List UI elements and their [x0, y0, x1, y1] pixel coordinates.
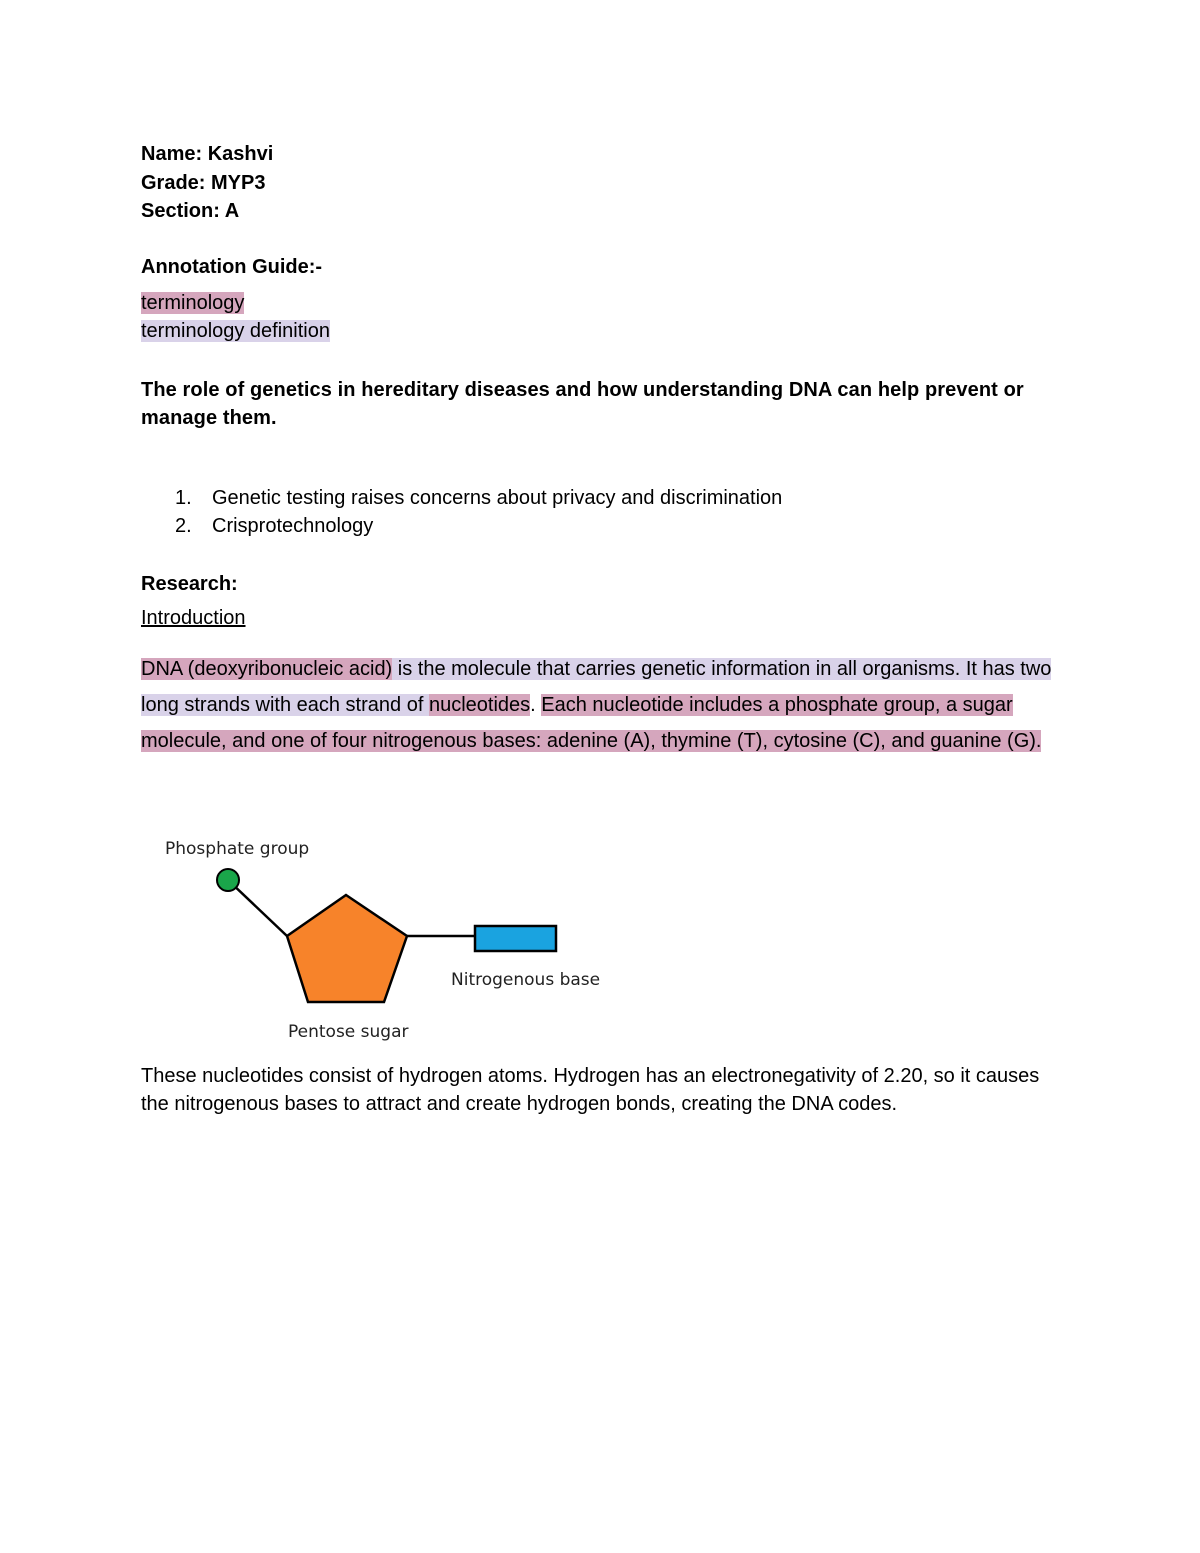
- phosphate-bond: [228, 880, 287, 936]
- legend-terminology-row: [141, 289, 244, 317]
- list-item-text: Crisprotechnology: [212, 515, 374, 537]
- nucleotide-components: Each nucleotide includes a phosphate group, a sugar molecule, and one of four nitrogenous bases: adenine (A), thymine (T), cytosine (C), and guanine (G).: [141, 694, 1042, 752]
- list-number: 2.: [175, 515, 192, 537]
- phosphate-group-label: Phosphate group: [165, 839, 310, 859]
- nucleotide-diagram: [150, 828, 610, 1048]
- closing-paragraph: These nucleotides consist of hydrogen atoms. Hydrogen has an electronegativity of 2.20, so it causes the nitrogenous bases to attract and create hydrogen bonds, creating the DNA codes.: [141, 1065, 1040, 1115]
- annotation-guide-heading: Annotation Guide:-: [141, 256, 323, 278]
- pentose-sugar-label: Pentose sugar: [288, 1022, 409, 1042]
- numbered-list: [175, 484, 782, 540]
- list-item: [175, 512, 782, 540]
- document-title: The role of genetics in hereditary diseases and how understanding DNA can help prevent or manage them.: [141, 379, 1024, 429]
- student-name: Name: Kashvi: [141, 143, 274, 165]
- term-dna: DNA (deoxyribonucleic acid): [141, 658, 393, 680]
- list-number: 1.: [175, 487, 192, 509]
- student-grade: Grade: MYP3: [141, 172, 266, 194]
- legend-definition-row: [141, 317, 330, 345]
- definition-dna: is the molecule that carries genetic information in all organisms. It has two long strands with each strand of: [141, 658, 1052, 716]
- term-nucleotides: nucleotides: [428, 694, 531, 716]
- pentose-sugar-shape: [287, 895, 407, 1002]
- introduction-subheading: Introduction: [141, 607, 246, 629]
- dna-paragraph: [141, 651, 1061, 759]
- list-item-text: Genetic testing raises concerns about privacy and discrimination: [212, 487, 783, 509]
- nitrogenous-base-label: Nitrogenous base: [451, 970, 601, 990]
- nitrogenous-base-shape: [475, 926, 556, 951]
- paragraph-separator: .: [530, 694, 542, 716]
- legend-terminology: terminology: [141, 292, 245, 314]
- legend-terminology-definition: terminology definition: [141, 320, 330, 342]
- research-heading: Research:: [141, 573, 238, 595]
- phosphate-group-shape: [217, 869, 239, 891]
- student-section: Section: A: [141, 200, 240, 222]
- list-item: [175, 484, 782, 512]
